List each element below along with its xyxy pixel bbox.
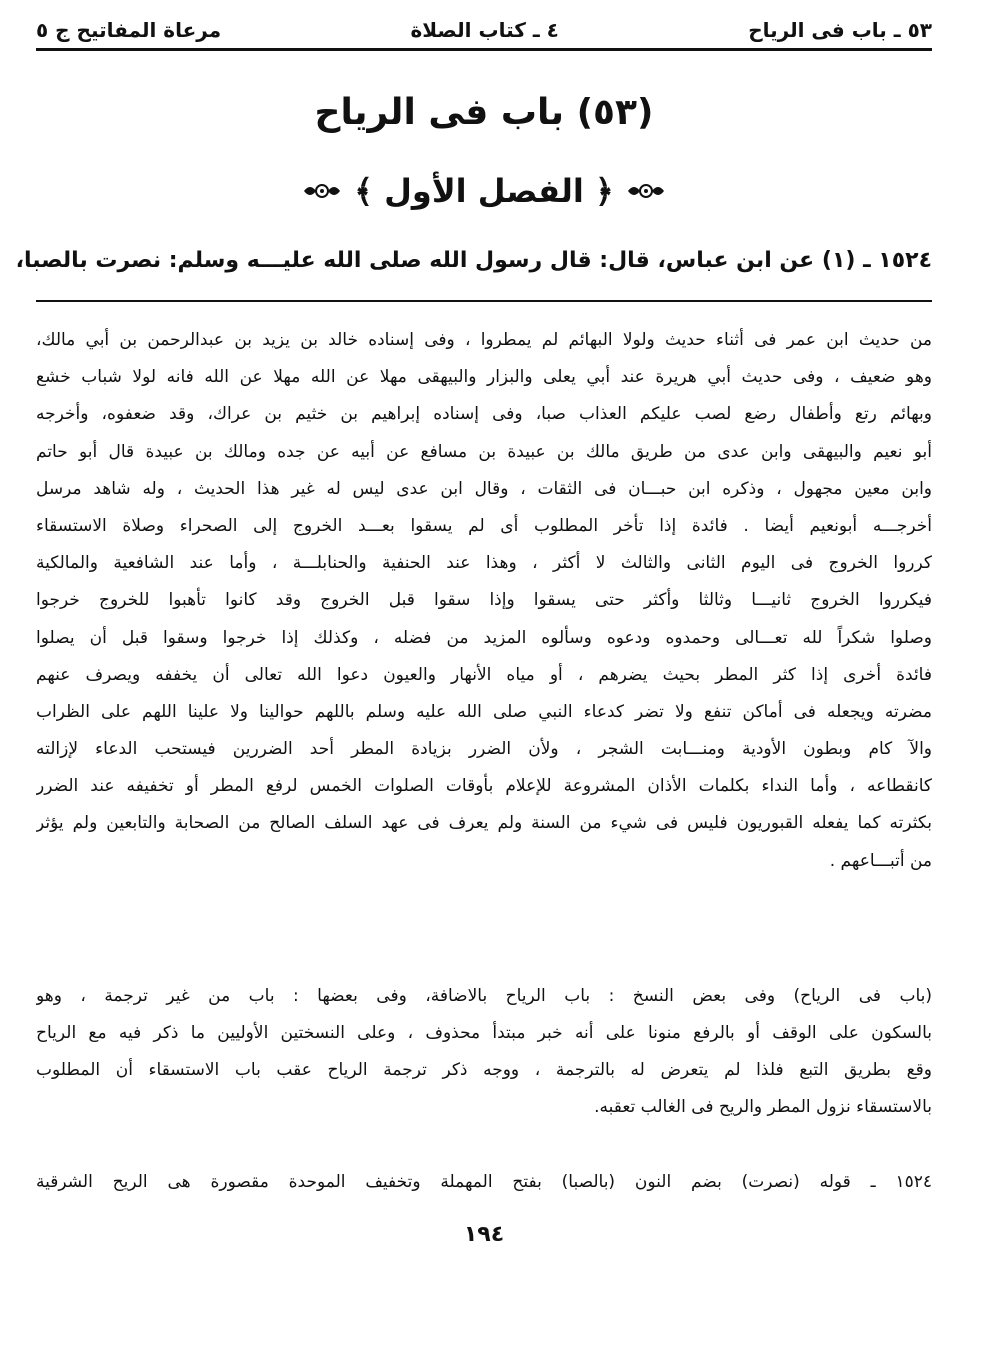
chapter-notes-block <box>36 978 932 1126</box>
text-line: (باب فى الرياح) وفى بعض النسخ : باب الرياح بالاضافة، وفى بعضها : باب من غير ترجمة ، وهو <box>36 986 932 1006</box>
text-line: أخرجـــه أبونعيم أيضا . فائدة إذا تأخر المطلوب أى لم يسقوا بعـــد الخروج إلى الصحراء وصلاة الاستسقاء <box>36 515 932 536</box>
text-line: وهو ضعيف ، وفى حديث أبي هريرة عند أبي يعلى والبزار والبيهقى مهلا عن الله مهلا عن الله فانه لولا شباب خشع <box>36 367 932 388</box>
section-heading <box>36 172 932 210</box>
text-line: وقع بطريق التبع فلذا لم يتعرض له بالترجمة ، ووجه ذكر ترجمة الرياح عقب باب الاستسقاء أن المطلوب <box>36 1060 932 1080</box>
text-line: ١٥٢٤ ـ قوله (نصرت) بضم النون (بالصبا) بفتح المهملة وتخفيف الموحدة مقصورة هى الريح الشرقية <box>36 1172 932 1192</box>
text-line: مضرته ويجعله فى أماكن تنفع ولا تضر كدعاء النبي صلى الله عليه وسلم باللهم حوالينا ولا علينا اللهم على الظراب <box>36 701 932 722</box>
text-line: من أتبـــاعهم . <box>829 850 932 871</box>
text-line: أبو نعيم والبيهقى وابن عدى من طريق مالك بن عبيدة بن مسافع عن أبيه عن جده ومالك بن عبيدة قال أبو حاتم <box>36 441 932 462</box>
running-header-left: مرعاة المفاتيح ج ٥ <box>36 18 222 42</box>
running-header-right: ٥٣ ـ باب فى الرياح <box>748 18 932 42</box>
text-line: بالاستسقاء نزول المطر والريح فى الغالب تعقبه. <box>594 1097 932 1117</box>
text-line: فائدة أخرى إذا كثر المطر بحيث يضرهم ، أو مياه الأنهار والعيون دعوا الله تعالى أن يخففه ويصرف عنهم <box>36 664 932 685</box>
commentary-block <box>36 322 932 880</box>
hadith-notes-block <box>36 1164 932 1201</box>
text-line: كانقطاعه ، وأما النداء بكلمات الأذان المشروعة للإعلام بأوقات الصلوات الخمس لرفع المطر أو تخفيفه عند الضرر <box>36 776 932 797</box>
text-line: وبهائم رتع وأطفال رضع لصب عليكم العذاب صبا، وفى إسناده إبراهيم بن خثيم بن عراك، وقد ضعفوه، وأخرجه <box>36 404 932 425</box>
text-line: وابن معين مجهول ، وذكره ابن حبـــان فى الثقات ، وقال ابن عدى ليس له غير هذا الحديث ، وله شاهد مرسل <box>36 478 932 499</box>
footnote-separator-rule <box>36 300 932 302</box>
text-line: والآ كام وبطون الأودية ومنـــابت الشجر ، ولأن الضرر بزيادة المطر أحد الضررين فيستحب الدعاء لإزالته <box>36 739 932 760</box>
page-number: ١٩٤ <box>463 1222 505 1247</box>
text-line: من حديث ابن عمر فى أثناء حديث ولولا البهائم لم يمطروا ، وفى إسناده خالد بن يزيد بن عبدالرحمن بن أبي مالك، <box>36 330 932 350</box>
hadith-text: ١٥٢٤ ـ (١) عن ابن عباس، قال: قال رسول الله صلى الله عليـــه وسلم: نصرت بالصبا، <box>15 248 932 273</box>
running-header <box>36 14 932 46</box>
ornament-icon <box>300 180 344 202</box>
running-header-center: ٤ ـ كتاب الصلاة <box>410 18 559 42</box>
text-line: وصلوا شكراً لله تعـــالى وحمدوه ودعوه وسألوه المزيد من فضله ، وكذلك إذا خرجوا وسقوا قبل أن يصلوا <box>36 627 932 648</box>
section-title: ﴿ الفصل الأول ﴾ <box>354 172 614 210</box>
book-page <box>15 0 932 1345</box>
text-line: بالسكون على الوقف أو بالرفع منونا على أنه خبر مبتدأ محذوف ، وعلى النسختين الأوليين ما ذكر فيه مع الرياح <box>36 1023 932 1043</box>
text-line: بكثرته كما يفعله القبوريون فليس فى شيء من السنة ولم يعرف فى عهد السلف الصالح من الصحابة والتابعين ولم يؤثر <box>36 813 932 834</box>
text-line: فيكرروا الخروج ثانيـــا وثالثا وأكثر حتى يسقوا وإذا سقوا قبل الخروج وقد كانوا تأهبوا للخروج خرجوا <box>36 590 932 611</box>
ornament-icon <box>624 180 668 202</box>
header-rule <box>36 48 932 51</box>
text-line: كرروا الخروج فى اليوم الثانى والثالث لا أكثر ، وهذا عند الحنفية والحنابلـــة ، وأما عند الشافعية والمالكية <box>36 553 932 574</box>
chapter-title: (٥٣) باب فى الرياح <box>314 92 654 133</box>
